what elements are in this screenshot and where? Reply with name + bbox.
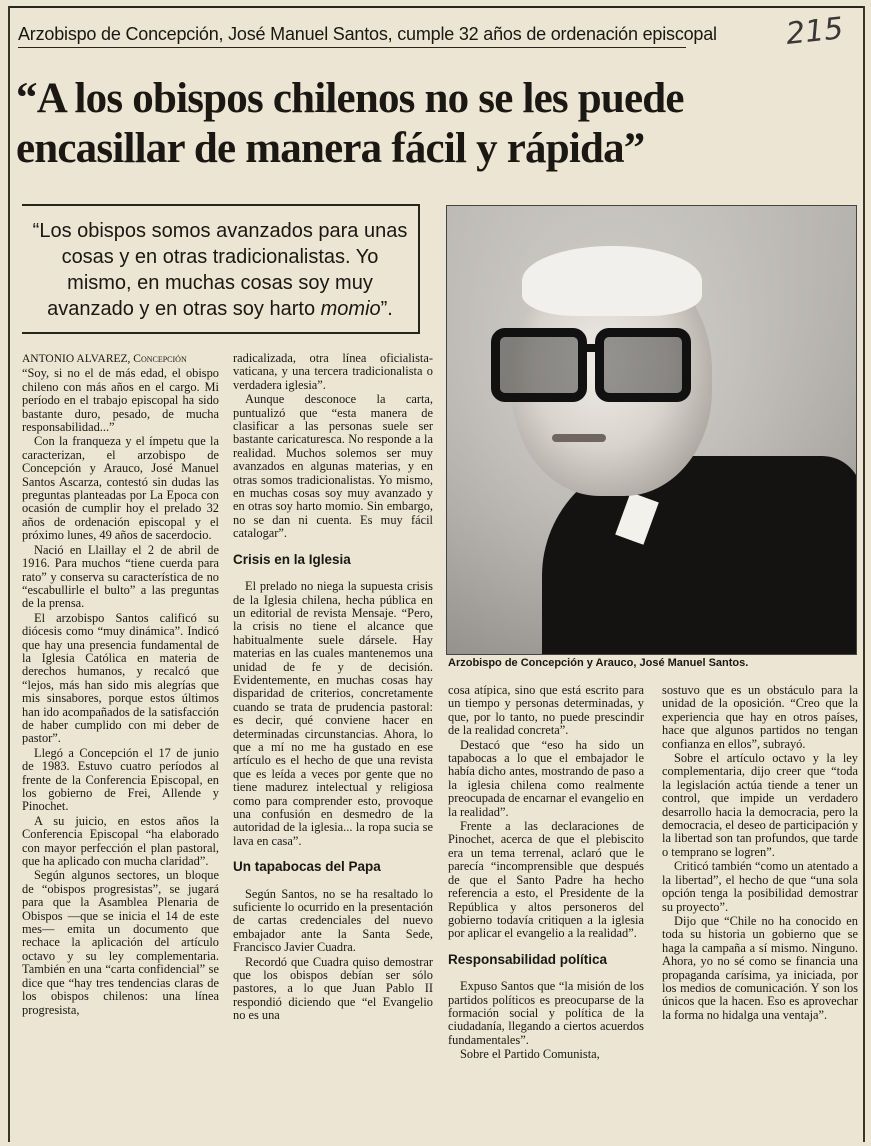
glasses-icon: [491, 328, 701, 392]
paragraph: Sobre el Partido Comunista,: [460, 1047, 600, 1062]
right-rule: [863, 6, 865, 1142]
paragraph: Recordó que Cuadra quiso demostrar que los obispos debían ser sólo pastores, a lo que Juan Pablo II respondió diciendo que “el Evangelio no es una: [233, 954, 433, 1023]
headline-line-2: encasillar de manera fácil y rápida”: [16, 125, 645, 172]
pull-quote-line-4-pre: avanzado y en otras soy harto: [47, 298, 321, 320]
photo-hair: [522, 246, 702, 316]
article-column-3: [448, 684, 644, 1140]
paragraph: “Soy, si no el de más edad, el obispo chileno con más años en el cargo. Mi período en el trabajo episcopal ha sido bastante duro, pesado, de mucha responsabilidad...”: [22, 366, 219, 435]
subheading-responsabilidad: Responsabilidad política: [448, 951, 608, 967]
headline: [16, 74, 856, 174]
paragraph: Criticó también “como un atentado a la libertad”, el hecho de que “una sola opción tenga la posibilidad demostrar su proyecto”.: [662, 859, 858, 914]
paragraph: El arzobispo Santos calificó su diócesis como “muy dinámica”. Indicó que hay una presencia fundamental de la Iglesia Católica en materia de derechos humanos, y recalcó que “lejos, más han sido mis alegrías que mis sinsabores, porque estos últimos han ido acompañados de la satisfacción de haber cumplido con mi deber de pastor”.: [22, 610, 219, 746]
pull-quote-emphasis: momio: [320, 298, 381, 320]
paragraph: Expuso Santos que “la misión de los partidos políticos es preocuparse de la formación social y política de la ciudadanía, llegando a ciertos acuerdos fundamentales”.: [448, 979, 644, 1047]
subheading-crisis: Crisis en la Iglesia: [233, 551, 351, 567]
paragraph: Con la franqueza y el ímpetu que la caracterizan, el arzobispo de Concepción y Arauco, José Manuel Santos Ascarza, contestó sin dudas las preguntas planteadas por La Epoca con ocasión de cumplir hoy el prelado 32 años de ordenación episcopal y el próximo lunes, 49 años de sacerdocio.: [22, 434, 219, 543]
paragraph: Nació en Llaillay el 2 de abril de 1916. Para muchos “tiene cuerda para rato” y conserva su característica de no “escabullirle el bulto” a las preguntas de la prensa.: [22, 542, 219, 611]
left-rule: [8, 6, 10, 1142]
article-column-2: [233, 352, 433, 1142]
headline-line-1: “A los obispos chilenos no se les puede: [16, 75, 684, 122]
paragraph: cosa atípica, sino que está escrito para un tiempo y personas determinadas, y que, por lo tanto, no puede prescindir de la realidad concreta”.: [448, 684, 644, 738]
pull-quote: [22, 204, 420, 334]
photo-mouth: [552, 434, 606, 442]
byline-text: ANTONIO ALVAREZ, Concepción: [22, 353, 187, 365]
paragraph: Aunque desconoce la carta, puntualizó que “esta manera de clasificar a las personas suele ser bastante caricaturesca. No responde a la realidad. Muchos solemos ser muy avanzados en algunas materias, y en otras somos tradicionalistas. Yo mismo, en muchas cosas soy muy avanzado y en otras soy harto momio. Sin embargo, no se dan ni cuenta. Es muy fácil catalogar”.: [233, 392, 433, 541]
paragraph: Sobre el artículo octavo y la ley complementaria, dijo creer que “toda la legislación actúa tiende a tener un control, que impide un verdadero desarrollo hacia la democracia, pero la democracia, el deseo de participación y la libertad son tan profundos, que tarde o temprano se logren”.: [662, 751, 858, 859]
pull-quote-line-4-post: ”.: [380, 298, 393, 320]
byline: [22, 352, 219, 366]
pull-quote-line-4: [22, 296, 418, 322]
pull-quote-line-2: cosas y en otras tradicionalistas. Yo: [61, 246, 379, 268]
paragraph: sostuvo que es un obstáculo para la unidad de la oposición. “Creo que la experiencia que hay en otros países, hace que algunos partidos no tengan confianza en ellos”, subrayó.: [662, 684, 858, 751]
paragraph: radicalizada, otra línea oficialista-vaticana, y una tercera tradicionalista o verdadera iglesia”.: [233, 352, 433, 392]
paragraph: Dijo que “Chile no ha conocido en toda su historia un gobierno que se haga la campaña a sí mismo. Ninguno. Ahora, yo no sé como se financia una propaganda carísima, ya iniciada, por los medios de comunicación. Y son los únicos que la hacen. Eso es aprovechar la forma no hidalga una ventaja”.: [662, 913, 858, 1022]
article-column-4: [662, 684, 858, 1140]
handwritten-note: 215: [784, 11, 845, 52]
pull-quote-line-1: “Los obispos somos avanzados para unas: [32, 220, 408, 242]
photo-caption: Arzobispo de Concepción y Arauco, José Manuel Santos.: [448, 657, 749, 669]
paragraph: Destacó que “eso ha sido un tapabocas a lo que el embajador le había dicho antes, mostrando de paso a la iglesia chilena como realmente preocupada de encarnar el evangelio en la realidad”.: [448, 737, 644, 819]
paragraph: El prelado no niega la supuesta crisis de la Iglesia chilena, hecha pública en un editorial de revista Mensaje. “Pero, la crisis no tiene el alcance que habitualmente suele dársele. Hay materias en las cuales mantenemos una unidad de fe y de decisión. Evidentemente, en muchas cosas hay disparidad de criterios, concretamente cuando se trata de prudencia pastoral: es decir, qué conviene hacer en determinadas circunstancias. Ahora, lo que a mí no me ha gustado en ese artículo es el hecho de que una revista que es leída a veces por gente que no tiene madurez intelectual y religiosa como para comprender esto, provoque una confusión en desmedro de la autoridad de la iglesia... la ropa sucia se lava en casa”.: [233, 579, 433, 848]
photo-right-lens: [595, 328, 691, 402]
subheading-tapabocas: Un tapabocas del Papa: [233, 859, 381, 875]
top-rule: [8, 6, 863, 8]
paragraph: Según Santos, no se ha resaltado lo suficiente lo ocurrido en la presentación de cartas credenciales del nuevo embajador ante la Santa Sede, Francisco Javier Cuadra.: [233, 886, 433, 955]
photo-left-lens: [491, 328, 587, 402]
article-column-1: [22, 352, 219, 1142]
paragraph: A su juicio, en estos años la Conferencia Episcopal “ha elaborado con mayor perfección el plan pastoral, que ha aplicado con mucha claridad”.: [22, 813, 219, 869]
paragraph: Llegó a Concepción el 17 de junio de 1983. Estuvo cuatro períodos al frente de la Conferencia Episcopal, en los gobierno de Frei, Allende y Pinochet.: [22, 745, 219, 814]
portrait-photo: [446, 205, 857, 655]
pull-quote-line-3: mismo, en muchas cosas soy muy: [67, 272, 373, 294]
kicker: Arzobispo de Concepción, José Manuel Santos, cumple 32 años de ordenación episcopal: [18, 24, 686, 48]
paragraph: Frente a las declaraciones de Pinochet, acerca de que el plebiscito era un tema terrenal, aclaró que le parecía “incomprensible que después de que el Santo Padre ha hecho referencia a esto, el Presidente de la República y altos personeros del gobierno todavía critiquen a la iglesia por aplicar el evangelio a la realidad”.: [448, 819, 644, 941]
paragraph: Según algunos sectores, un bloque de “obispos progresistas”, se jugará para que la Asamblea Plenaria de Obispos —que se inicia el 14 de este mes— emita un documento que rechace la aplicación del artículo octavo y su ley complementaria. También en una “carta confidencial” se dice que “hay tres tendencias claras de los obispos chilenos: una línea progresista,: [22, 868, 219, 1017]
